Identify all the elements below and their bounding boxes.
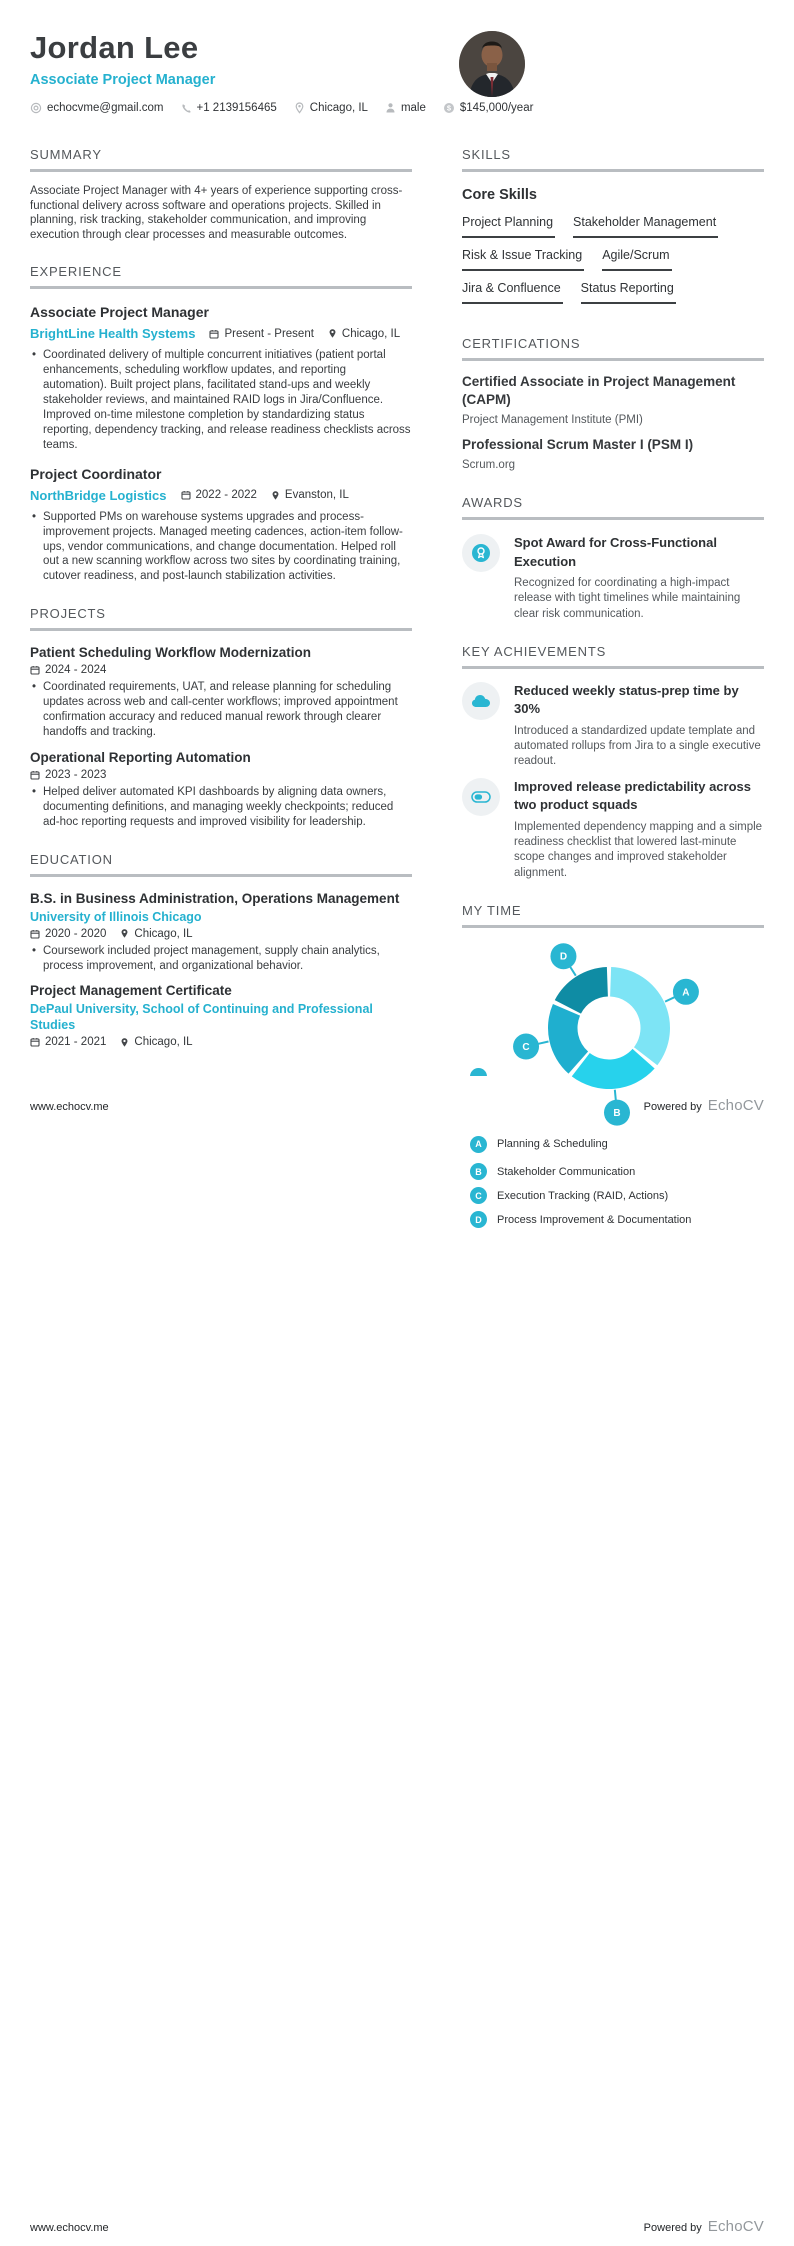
achievement-title: Improved release predictability across two product squads [514,778,751,813]
donut-segment-a [610,967,670,1065]
education-dates [30,1036,106,1048]
cloud-icon [471,693,491,708]
person-name: Jordan Lee [30,30,199,65]
medal-icon [471,543,491,563]
contact-phone-text: +1 2139156465 [196,102,277,114]
achievement-body [514,778,764,881]
contact-email[interactable] [30,102,164,114]
footer-url[interactable]: www.echocv.me [30,2222,109,2234]
contact-salary [443,102,534,114]
job-bullets [30,348,412,452]
skill-item: Status Reporting [581,281,676,304]
brand-logo: EchoCV [707,1097,764,1114]
legend-badge-a: A [470,1136,487,1153]
degree-title: B.S. in Business Administration, Operations Management [30,890,400,906]
brand-logo: EchoCV [707,2218,764,2235]
donut-callout-line [570,966,576,975]
legend-label-c: Execution Tracking (RAID, Actions) [497,1189,669,1202]
legend-label-a: Planning & Scheduling [497,1138,608,1151]
education-dates [30,928,106,940]
powered-by-text: Powered by [643,2222,702,2234]
contact-phone[interactable] [181,102,277,114]
contact-location-text: Chicago, IL [309,102,368,114]
project-dates [30,664,106,676]
svg-text:$: $ [446,103,451,113]
job-location [328,328,400,340]
job-location [271,489,349,501]
job-title: Project Coordinator [30,465,162,482]
section-key-achievements [462,644,764,881]
experience-heading: EXPERIENCE [30,264,122,280]
powered-by-text: Powered by [643,1101,702,1113]
certification-issuer: Project Management Institute (PMI) [462,414,643,426]
project-title: Patient Scheduling Workflow Modernization [30,645,312,661]
section-divider [462,666,764,669]
contact-row [30,102,764,114]
skill-item: Agile/Scrum [602,248,671,271]
job-meta-row [30,487,412,504]
degree-title: Project Management Certificate [30,983,232,999]
donut-segment-d [555,967,608,1014]
legend-item-b [470,1163,691,1180]
certification-item [462,436,764,473]
section-divider [30,169,412,172]
section-my-time [462,903,764,1153]
education-bullets [30,944,412,974]
achievements-heading: KEY ACHIEVEMENTS [462,643,607,659]
achievement-item [462,778,764,881]
calendar-icon [30,665,40,675]
legend-label-d: Process Improvement & Documentation [497,1213,692,1226]
donut-callout-line [665,997,675,1002]
job-meta-row [30,325,412,342]
header [0,0,794,114]
project-item [30,644,412,740]
company-link[interactable]: BrightLine Health Systems [30,326,196,342]
project-meta-row [30,769,412,781]
skills-group-title: Core Skills [462,187,537,203]
section-projects [30,606,412,829]
bullet-item: • Coordinated requirements, UAT, and release planning for scheduling updates across web and call-center workflows; improved appointment confirmation accuracy and reduced manual rework through clearer handoffs and tracking. [30,680,412,740]
person-job-title: Associate Project Manager [30,72,216,88]
legend-badge-b-clipped [470,1068,487,1076]
dollar-icon [443,102,455,114]
bullet-item: • Coursework included project management, supply chain analytics, process improvement, and organizational behavior. [30,944,412,974]
certification-name: Professional Scrum Master I (PSM I) [462,437,694,452]
donut-callout-line [538,1041,549,1043]
location-pin-icon [328,328,337,339]
location-pin-icon [294,102,305,114]
award-icon-wrap [462,534,500,572]
section-skills [462,147,764,314]
legend-continued [462,1163,691,1235]
legend-item-a [470,1136,764,1153]
donut-callout-letter: A [682,987,690,999]
award-title: Spot Award for Cross-Functional Execution [514,535,717,569]
job-location-text: Evanston, IL [284,489,349,502]
contact-gender-text: male [400,102,426,114]
education-item [30,890,412,974]
section-divider [30,874,412,877]
skills-heading: SKILLS [462,147,511,162]
bullet-item: • Coordinated delivery of multiple concurrent initiatives (patient portal enhancements, scheduling workflow updates, and reporting automation). Built project plans, facilitated stand-ups and weekly stakeholder reviews, and maintained RAID logs in Jira/Confluence. Improved on-time milestone completion by standardizing status reporting, dependency tracking, and release readiness checklists across teams. [30,348,412,452]
project-dates-text: 2024 - 2024 [45,664,107,677]
job-dates-text: 2022 - 2022 [195,489,257,502]
achievement-icon-wrap [462,682,500,720]
section-summary [30,147,412,242]
skill-item: Stakeholder Management [573,215,718,238]
donut-callout-letter: C [522,1042,530,1054]
projects-heading: PROJECTS [30,606,106,622]
certification-name: Certified Associate in Project Management (CAPM) [462,374,736,407]
footer-url[interactable]: www.echocv.me [30,1101,109,1113]
achievement-item [462,682,764,770]
project-bullets [30,680,412,740]
bullet-item: • Helped deliver automated KPI dashboards by aligning data owners, documenting definitions, and managing weekly checkpoints; reduced ad-hoc reporting requests and improved visibility for leadership. [30,785,412,830]
job-bullets [30,510,412,585]
section-certifications [462,336,764,473]
section-divider [30,286,412,289]
company-link[interactable]: NorthBridge Logistics [30,487,167,503]
person-icon [385,102,396,114]
certifications-heading: CERTIFICATIONS [462,336,581,351]
project-item [30,749,412,830]
education-location-text: Chicago, IL [134,1036,193,1049]
calendar-icon [181,490,191,500]
calendar-icon [30,770,40,780]
education-dates-text: 2020 - 2020 [45,927,107,940]
education-location [120,1036,192,1048]
page1-footer [30,1097,764,1114]
education-dates-text: 2021 - 2021 [45,1036,107,1049]
experience-item [30,303,412,452]
skill-item: Jira & Confluence [462,281,563,304]
achievement-description: Introduced a standardized update template and automated rollups from Jira to a single executive readout. [514,724,761,768]
location-pin-icon [120,1037,129,1048]
education-meta-row [30,1036,412,1048]
contact-gender [385,102,426,114]
bullet-item: • Supported PMs on warehouse systems upgrades and process-improvement projects. Managed meeting cadences, action-item follow-ups, vendor communications, and change documentation. Helped roll out a new scanning workflow across two sites by coordinating training, cutover readiness, and post-launch stabilization activities. [30,510,412,585]
calendar-icon [209,329,219,339]
experience-item [30,465,412,585]
project-title: Operational Reporting Automation [30,749,251,765]
my-time-heading: MY TIME [462,902,522,918]
left-column [30,147,412,1153]
project-bullets [30,785,412,830]
calendar-icon [30,929,40,939]
legend-item-d [470,1211,691,1228]
legend-badge-b: B [470,1163,487,1180]
education-location [120,928,192,940]
legend-item-c [470,1187,691,1204]
contact-location [294,102,368,114]
section-divider [30,628,412,631]
profile-photo [459,31,525,97]
toggle-icon [471,791,491,803]
achievement-description: Implemented dependency mapping and a simple readiness checklist that lowered last-minute scope changes and improved stakeholder alignment. [514,820,763,879]
job-title: Associate Project Manager [30,304,209,321]
award-item [462,534,764,622]
location-pin-icon [271,490,280,501]
powered-by [644,1097,764,1114]
avatar-illustration [459,31,525,97]
legend-badge-c: C [470,1187,487,1204]
section-experience [30,264,412,584]
skill-item: Risk & Issue Tracking [462,248,584,271]
legend-label-b: Stakeholder Communication [497,1165,636,1178]
email-icon [30,102,42,114]
job-location-text: Chicago, IL [341,327,401,340]
education-item [30,982,412,1048]
education-meta-row [30,928,412,940]
skills-list [462,215,764,314]
section-divider [462,169,764,172]
donut-callout-letter: B [613,1108,621,1120]
achievement-title: Reduced weekly status-prep time by 30% [514,682,739,717]
phone-icon [181,103,192,114]
skill-item: Project Planning [462,215,555,238]
contact-email-text: echocvme@gmail.com [47,102,164,114]
project-dates-text: 2023 - 2023 [45,768,107,781]
awards-heading: AWARDS [462,495,523,510]
section-awards [462,495,764,622]
school-link[interactable]: DePaul University, School of Continuing and Professional Studies [30,1002,373,1033]
job-dates [209,328,313,340]
award-description: Recognized for coordinating a high-impact release with tight timelines while maintaining clear risk communication. [514,577,741,620]
certification-item [462,373,764,428]
content-columns [0,147,794,1153]
achievement-icon-wrap [462,778,500,816]
achievement-body [514,682,764,770]
project-dates [30,769,106,781]
legend-badge-d: D [470,1211,487,1228]
page2-footer [30,2218,764,2235]
contact-salary-text: $145,000/year [459,102,534,114]
education-location-text: Chicago, IL [134,927,193,940]
job-dates [181,489,257,501]
project-meta-row [30,664,412,676]
job-dates-text: Present - Present [224,327,314,340]
section-divider [462,358,764,361]
section-divider [462,925,764,928]
right-column [462,147,764,1153]
section-divider [462,517,764,520]
award-body [514,534,764,622]
powered-by [644,2218,764,2235]
summary-text: Associate Project Manager with 4+ years of experience supporting cross-functional delivery across software and operations projects. Skilled in planning, risk tracking, stakeholder communication, and improving execution through clear processes and measurable outcomes. [30,185,403,241]
donut-callout-letter: D [559,951,568,963]
school-link[interactable]: University of Illinois Chicago [30,909,202,924]
location-pin-icon [120,928,129,939]
section-education [30,852,412,1049]
certification-issuer: Scrum.org [462,459,516,471]
summary-heading: SUMMARY [30,147,102,162]
education-heading: EDUCATION [30,851,113,867]
calendar-icon [30,1037,40,1047]
